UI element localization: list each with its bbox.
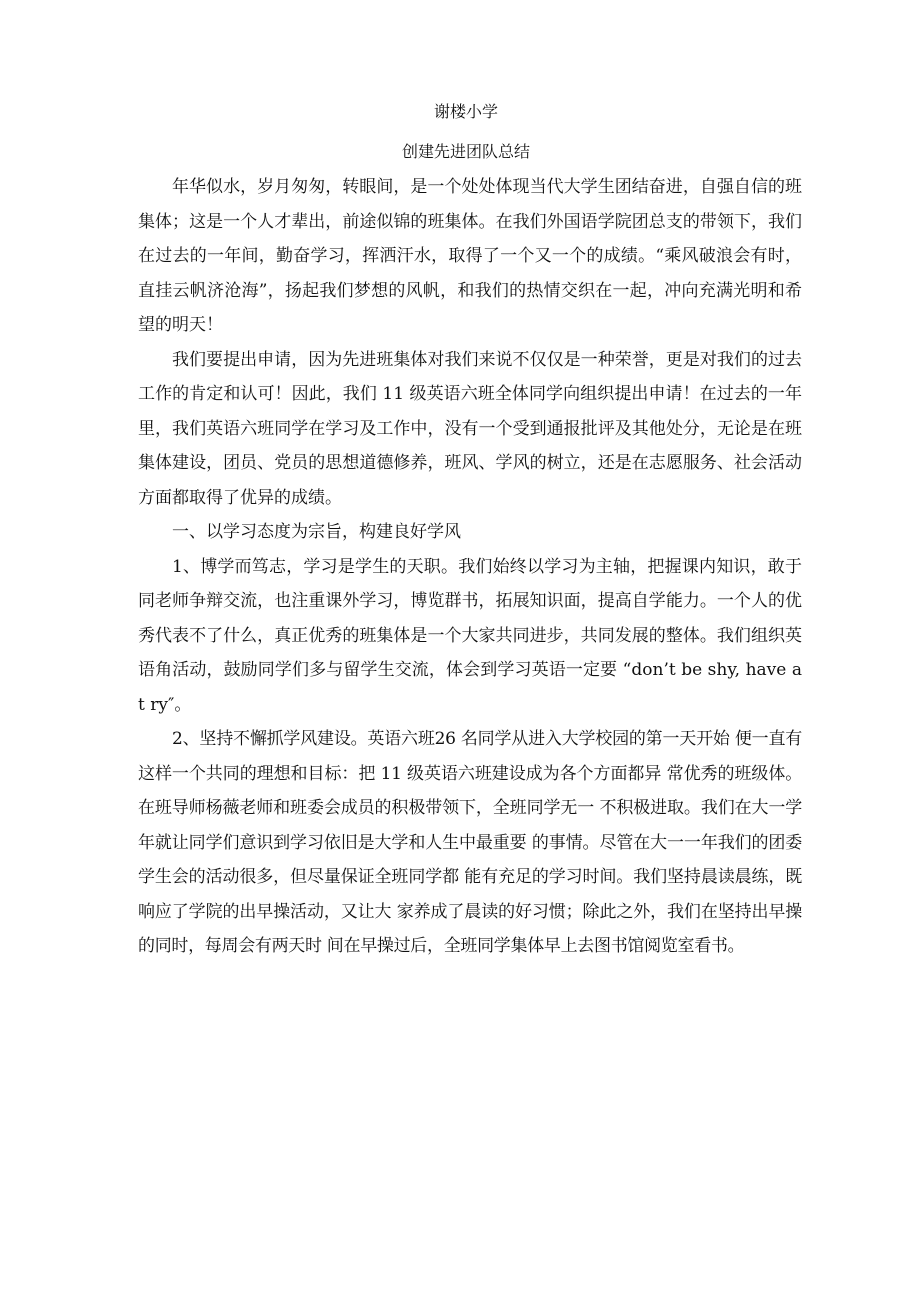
paragraph-application: 我们要提出申请，因为先进班集体对我们来说不仅仅是一种荣誉，更是对我们的过去工作的肯定和认可！因此，我们 11 级英语六班全体同学向组织提出申请！在过去的一年里，我们英语六班同学在学习及工作中，没有一个受到通报批评及其他处分，无论是在班集体建设，团员、党员的思想道德修养，班风、学风的树立，还是在志愿服务、社会活动方面都取得了优异的成绩。 [138, 349, 802, 508]
document-body [138, 170, 802, 964]
school-name: 谢楼小学 [433, 102, 498, 121]
paragraph-point-1: 1、博学而笃志，学习是学生的天职。我们始终以学习为主轴，把握课内知识，敢于同老师争辩交流，也注重课外学习，博览群书，拓展知识面，提高自学能力。一个人的优秀代表不了什么，真正优秀的班集体是一个大家共同进步，共同发展的整体。我们组织英语角活动，鼓励同学们多与留学生交流，体会到学习英语一定要 “don’t be shy, have a t ry″。 [138, 556, 802, 715]
document-title: 创建先进团队总结 [401, 142, 530, 161]
paragraph-point-2: 2、坚持不懈抓学风建设。英语六班26 名同学从进入大学校园的第一天开始 便一直有这样一个共同的理想和目标：把 11 级英语六班建设成为各个方面都异 常优秀的班级体。在班导师杨薇老师和班委会成员的积极带领下，全班同学无一 不积极进取。我们在大一学年就让同学们意识到学习依旧是大学和人生中最重要 的事情。尽管在大一一年我们的团委学生会的活动很多，但尽量保证全班同学都 能有充足的学习时间。我们坚持晨读晨练，既响应了学院的出早操活动，又让大 家养成了晨读的好习惯；除此之外，我们在坚持出早操的同时，每周会有两天时 间在早操过后，全班同学集体早上去图书馆阅览室看书。 [138, 729, 802, 956]
paragraph-intro: 年华似水，岁月匆匆，转眼间，是一个处处体现当代大学生团结奋进，自强自信的班集体；这是一个人才辈出，前途似锦的班集体。在我们外国语学院团总支的带领下，我们在过去的一年间，勤奋学习，挥洒汗水，取得了一个又一个的成绩。“乘风破浪会有时，直挂云帆济沧海”，扬起我们梦想的风帆，和我们的热情交织在一起，冲向充满光明和希望的明天！ [138, 177, 802, 335]
section-heading-1: 一、以学习态度为宗旨，构建良好学风 [172, 522, 461, 542]
